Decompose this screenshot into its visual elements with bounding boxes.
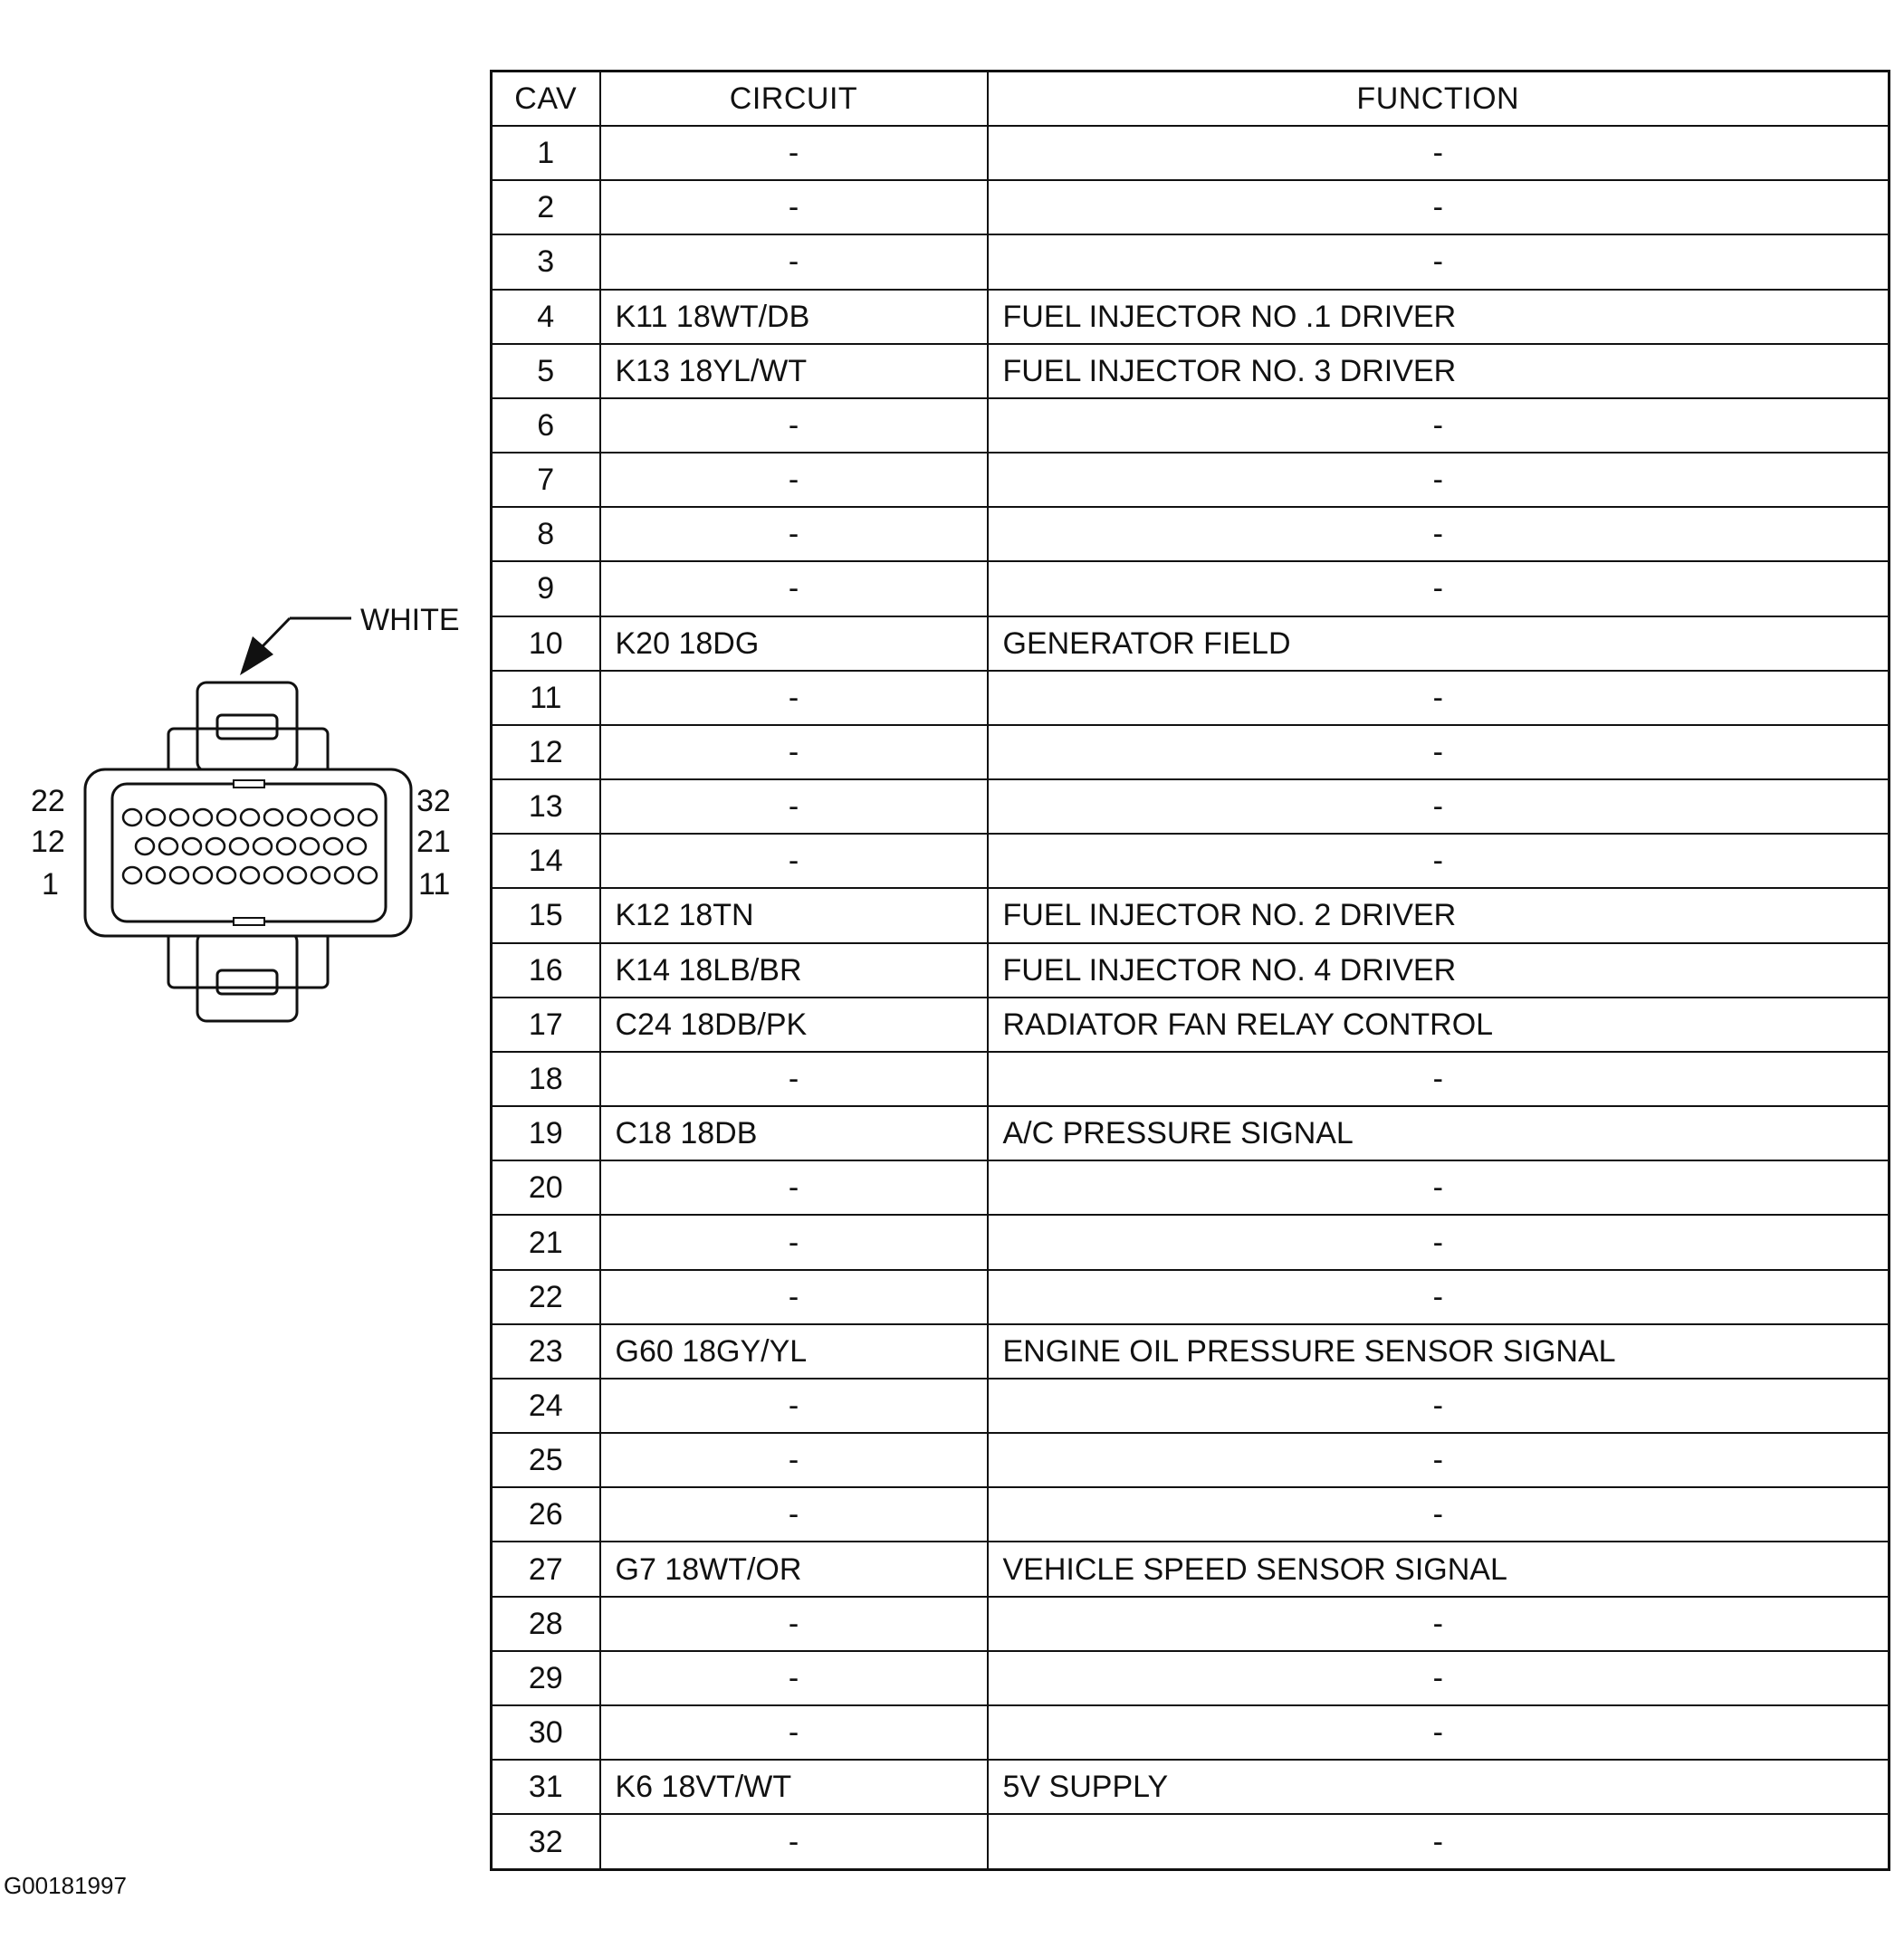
cav-cell: 2 xyxy=(492,180,600,234)
cav-cell: 11 xyxy=(492,671,600,725)
function-cell: - xyxy=(988,561,1890,616)
function-cell: - xyxy=(988,671,1890,725)
table-row xyxy=(492,943,1890,998)
circuit-cell: G7 18WT/OR xyxy=(600,1542,988,1596)
pin-label-21: 21 xyxy=(416,825,451,859)
table-row xyxy=(492,180,1890,234)
table-row xyxy=(492,561,1890,616)
cav-cell: 6 xyxy=(492,398,600,453)
cav-cell: 3 xyxy=(492,234,600,289)
table-row xyxy=(492,234,1890,289)
circuit-cell: - xyxy=(600,180,988,234)
function-cell: - xyxy=(988,507,1890,561)
function-cell: VEHICLE SPEED SENSOR SIGNAL xyxy=(988,1542,1890,1596)
cav-cell: 21 xyxy=(492,1215,600,1269)
circuit-cell: - xyxy=(600,234,988,289)
table-header-row xyxy=(492,72,1890,127)
connector-diagram xyxy=(0,0,489,1086)
circuit-cell: K14 18LB/BR xyxy=(600,943,988,998)
pin-label-22: 22 xyxy=(31,784,65,818)
table-row xyxy=(492,453,1890,507)
circuit-cell: K6 18VT/WT xyxy=(600,1760,988,1814)
function-cell: A/C PRESSURE SIGNAL xyxy=(988,1106,1890,1160)
table-row xyxy=(492,1542,1890,1596)
cav-cell: 25 xyxy=(492,1433,600,1487)
table-row xyxy=(492,344,1890,398)
table-row xyxy=(492,998,1890,1052)
function-cell: - xyxy=(988,1379,1890,1433)
function-cell: - xyxy=(988,1052,1890,1106)
function-cell: FUEL INJECTOR NO. 3 DRIVER xyxy=(988,344,1890,398)
function-cell: - xyxy=(988,1433,1890,1487)
connector-color-label: WHITE xyxy=(360,603,460,637)
cav-cell: 23 xyxy=(492,1324,600,1379)
bottom-latch-icon xyxy=(168,926,328,1021)
table-row xyxy=(492,725,1890,779)
table-row xyxy=(492,1814,1890,1869)
cav-cell: 18 xyxy=(492,1052,600,1106)
cav-cell: 22 xyxy=(492,1270,600,1324)
circuit-cell: - xyxy=(600,1705,988,1760)
circuit-cell: - xyxy=(600,725,988,779)
cav-cell: 28 xyxy=(492,1597,600,1651)
circuit-cell: - xyxy=(600,1379,988,1433)
function-cell: - xyxy=(988,1597,1890,1651)
table-row xyxy=(492,671,1890,725)
cav-cell: 29 xyxy=(492,1651,600,1705)
table-row xyxy=(492,1597,1890,1651)
cav-cell: 4 xyxy=(492,290,600,344)
table-row xyxy=(492,507,1890,561)
function-cell: - xyxy=(988,234,1890,289)
cav-cell: 27 xyxy=(492,1542,600,1596)
column-header-circuit: CIRCUIT xyxy=(600,72,988,127)
table-row xyxy=(492,888,1890,942)
table-row xyxy=(492,1106,1890,1160)
function-cell: - xyxy=(988,834,1890,888)
function-cell: - xyxy=(988,1487,1890,1542)
function-cell: - xyxy=(988,126,1890,180)
function-cell: FUEL INJECTOR NO. 4 DRIVER xyxy=(988,943,1890,998)
circuit-cell: C24 18DB/PK xyxy=(600,998,988,1052)
circuit-cell: G60 18GY/YL xyxy=(600,1324,988,1379)
circuit-cell: - xyxy=(600,453,988,507)
function-cell: - xyxy=(988,1814,1890,1869)
table-row xyxy=(492,290,1890,344)
connector-pinout-table xyxy=(490,70,1890,1871)
cav-cell: 24 xyxy=(492,1379,600,1433)
cav-cell: 8 xyxy=(492,507,600,561)
table-row xyxy=(492,1760,1890,1814)
pin-label-1: 1 xyxy=(42,867,59,902)
cav-cell: 5 xyxy=(492,344,600,398)
cav-cell: 31 xyxy=(492,1760,600,1814)
circuit-cell: - xyxy=(600,1651,988,1705)
cav-cell: 16 xyxy=(492,943,600,998)
circuit-cell: - xyxy=(600,561,988,616)
function-cell: RADIATOR FAN RELAY CONTROL xyxy=(988,998,1890,1052)
table-row xyxy=(492,1433,1890,1487)
circuit-cell: - xyxy=(600,1597,988,1651)
circuit-cell: K12 18TN xyxy=(600,888,988,942)
circuit-cell: - xyxy=(600,1270,988,1324)
pointer-arrow-icon xyxy=(240,618,351,675)
table-row xyxy=(492,1052,1890,1106)
function-cell: - xyxy=(988,1270,1890,1324)
column-header-function: FUNCTION xyxy=(988,72,1890,127)
cav-cell: 30 xyxy=(492,1705,600,1760)
function-cell: GENERATOR FIELD xyxy=(988,616,1890,671)
table-row xyxy=(492,1160,1890,1215)
circuit-cell: - xyxy=(600,671,988,725)
function-cell: - xyxy=(988,779,1890,834)
table-row xyxy=(492,616,1890,671)
pin-label-11: 11 xyxy=(418,867,451,902)
function-cell: 5V SUPPLY xyxy=(988,1760,1890,1814)
cav-cell: 14 xyxy=(492,834,600,888)
table-row xyxy=(492,1487,1890,1542)
table-row xyxy=(492,1379,1890,1433)
circuit-cell: - xyxy=(600,1160,988,1215)
table-row xyxy=(492,1324,1890,1379)
cav-cell: 1 xyxy=(492,126,600,180)
circuit-cell: - xyxy=(600,1215,988,1269)
circuit-cell: K20 18DG xyxy=(600,616,988,671)
function-cell: - xyxy=(988,180,1890,234)
cav-cell: 7 xyxy=(492,453,600,507)
table-row xyxy=(492,1705,1890,1760)
function-cell: - xyxy=(988,1160,1890,1215)
function-cell: - xyxy=(988,453,1890,507)
circuit-cell: - xyxy=(600,1052,988,1106)
cav-cell: 17 xyxy=(492,998,600,1052)
figure-id: G00181997 xyxy=(4,1872,127,1899)
circuit-cell: C18 18DB xyxy=(600,1106,988,1160)
cav-cell: 20 xyxy=(492,1160,600,1215)
table-row xyxy=(492,779,1890,834)
function-cell: - xyxy=(988,1215,1890,1269)
cav-cell: 9 xyxy=(492,561,600,616)
circuit-cell: - xyxy=(600,398,988,453)
pin-label-12: 12 xyxy=(31,825,65,859)
circuit-cell: - xyxy=(600,1487,988,1542)
circuit-cell: - xyxy=(600,1814,988,1869)
circuit-cell: K13 18YL/WT xyxy=(600,344,988,398)
cav-cell: 10 xyxy=(492,616,600,671)
table-row xyxy=(492,1215,1890,1269)
circuit-cell: - xyxy=(600,834,988,888)
function-cell: FUEL INJECTOR NO. 2 DRIVER xyxy=(988,888,1890,942)
function-cell: ENGINE OIL PRESSURE SENSOR SIGNAL xyxy=(988,1324,1890,1379)
table-row xyxy=(492,834,1890,888)
table-row xyxy=(492,398,1890,453)
circuit-cell: K11 18WT/DB xyxy=(600,290,988,344)
cav-cell: 26 xyxy=(492,1487,600,1542)
circuit-cell: - xyxy=(600,779,988,834)
function-cell: - xyxy=(988,725,1890,779)
circuit-cell: - xyxy=(600,126,988,180)
cav-cell: 13 xyxy=(492,779,600,834)
circuit-cell: - xyxy=(600,1433,988,1487)
table-row xyxy=(492,1270,1890,1324)
function-cell: - xyxy=(988,1651,1890,1705)
column-header-cav: CAV xyxy=(492,72,600,127)
cav-cell: 15 xyxy=(492,888,600,942)
cav-cell: 19 xyxy=(492,1106,600,1160)
cav-cell: 32 xyxy=(492,1814,600,1869)
table-row xyxy=(492,126,1890,180)
function-cell: - xyxy=(988,1705,1890,1760)
circuit-cell: - xyxy=(600,507,988,561)
function-cell: FUEL INJECTOR NO .1 DRIVER xyxy=(988,290,1890,344)
function-cell: - xyxy=(988,398,1890,453)
table-row xyxy=(492,1651,1890,1705)
pin-label-32: 32 xyxy=(416,784,451,818)
cav-cell: 12 xyxy=(492,725,600,779)
